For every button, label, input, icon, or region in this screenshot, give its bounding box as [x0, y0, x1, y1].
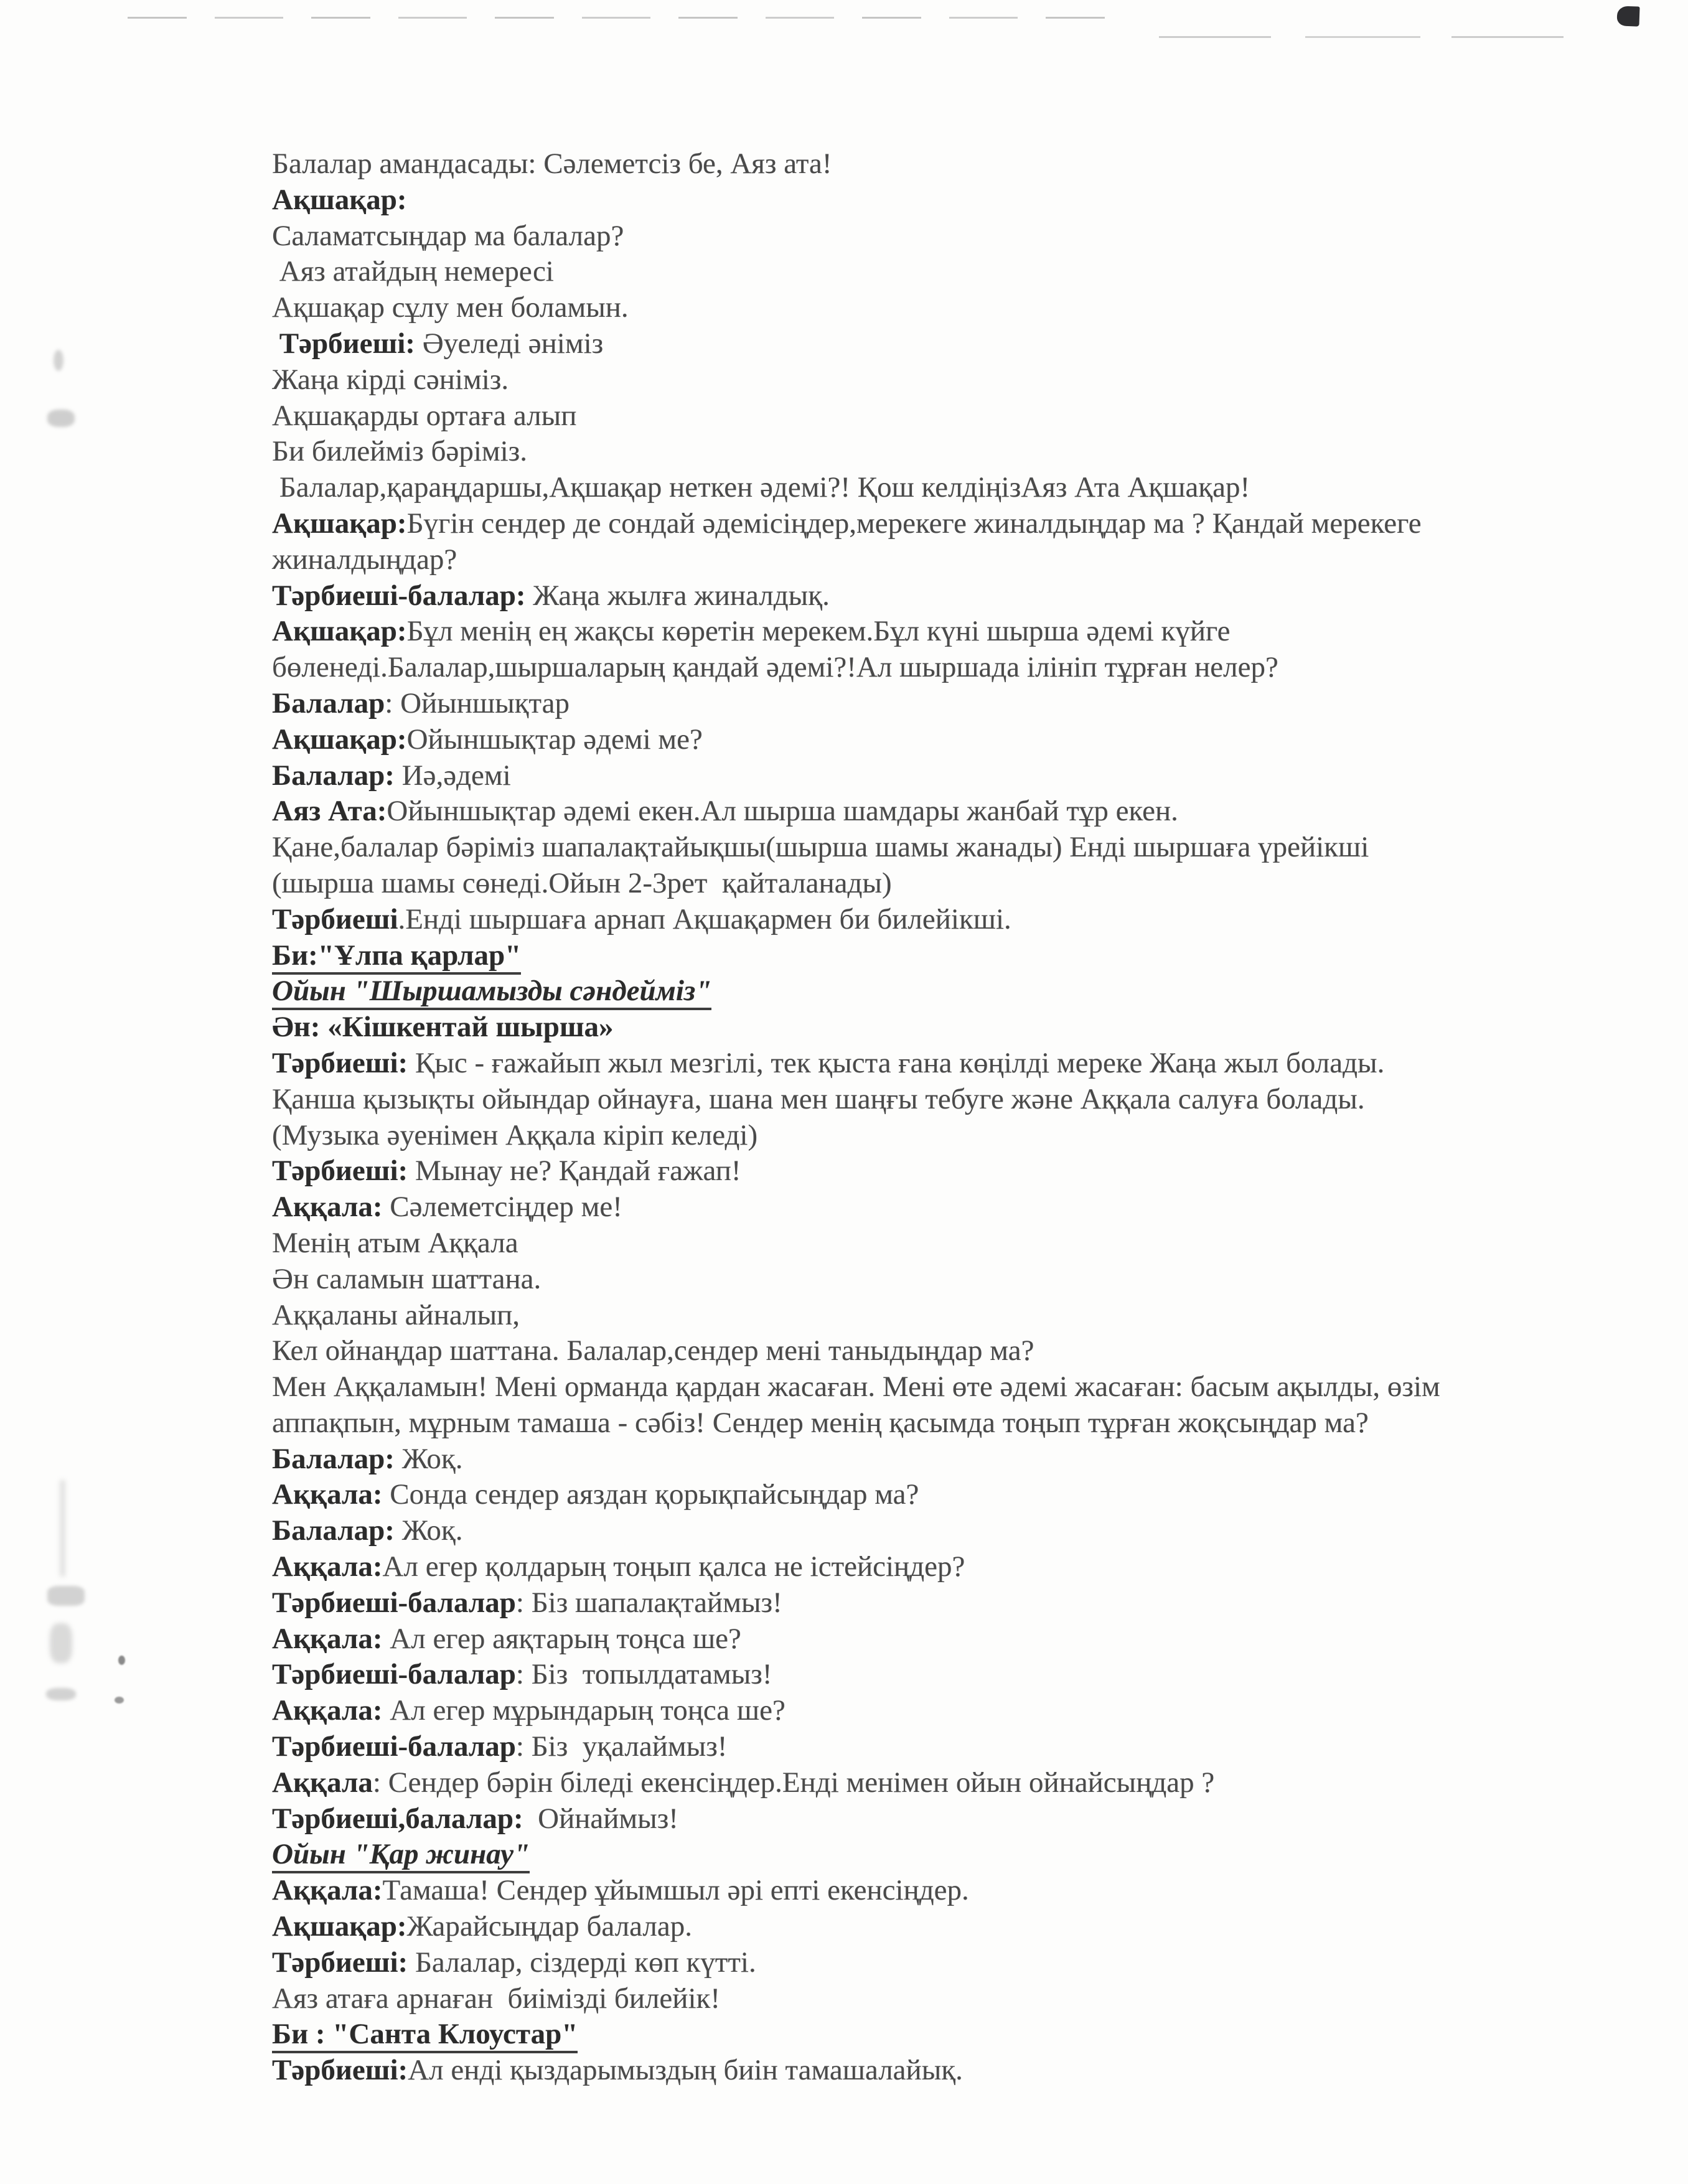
speaker-label: Тәрбиеші:: [272, 1155, 408, 1188]
dialogue-text: Кел ойнаңдар шаттана. Балалар,сендер мені таныдыңдар ма?: [272, 1334, 1034, 1367]
speaker-label: Тәрбиеші:: [272, 327, 415, 360]
text-line: [272, 1621, 1616, 1657]
text-line: [272, 1010, 1616, 1046]
margin-smudge: [115, 1697, 124, 1704]
dialogue-text: Ал егер аяқтарың тоңса ше?: [382, 1622, 741, 1655]
text-line: [272, 1046, 1616, 1082]
speaker-label: Тәрбиеші-балалар: [272, 1658, 516, 1691]
text-line: [272, 1369, 1616, 1405]
text-line: [272, 2053, 1616, 2089]
text-line: [272, 290, 1616, 326]
text-line: [272, 1801, 1616, 1837]
dialogue-text: Сонда сендер аяздан қорықпайсыңдар ма?: [382, 1478, 919, 1511]
speaker-label: Тәрбиеші,балалар:: [272, 1802, 523, 1835]
dialogue-text: Жаңа кірді сәніміз.: [272, 363, 509, 396]
speaker-label: Аққала:: [272, 1694, 383, 1727]
dialogue-text: Менің атым Аққала: [272, 1226, 518, 1259]
speaker-label: Балалар:: [272, 759, 395, 792]
text-line: [272, 1298, 1616, 1334]
text-line: [272, 1262, 1616, 1298]
dialogue-text: Жоқ.: [394, 1442, 463, 1475]
text-line: [272, 1226, 1616, 1262]
dialogue-text: Балалар амандасады: Сәлеметсіз бе, Аяз ата!: [272, 148, 832, 180]
text-line: [272, 326, 1616, 362]
margin-smudge: [118, 1656, 125, 1665]
dialogue-text: : Біз шапалақтаймыз!: [515, 1586, 782, 1619]
text-line: [272, 470, 1616, 506]
speaker-label: Тәрбиеші: [272, 902, 398, 935]
speaker-label: Тәрбиеші:: [272, 1046, 408, 1079]
text-line: [272, 254, 1616, 290]
text-line: [272, 1082, 1616, 1118]
dialogue-text: Қыс - ғажайып жыл мезгілі, тек қыста ғана көңілді мереке Жаңа жыл болады.: [408, 1046, 1385, 1079]
text-line: [272, 1405, 1616, 1441]
text-line: [272, 1153, 1616, 1189]
speaker-label: Ақшақар:: [272, 723, 407, 756]
text-line: [272, 1657, 1616, 1693]
text-line: [272, 578, 1616, 614]
text-line: [272, 973, 1616, 1010]
speaker-label: Ән: «Кішкентай шырша»: [272, 1011, 614, 1044]
dialogue-text: Сәлеметсіңдер ме!: [382, 1191, 622, 1224]
speaker-label: Тәрбиеші-балалар: [272, 1730, 516, 1763]
text-line: [272, 2017, 1616, 2053]
speaker-label: Тәрбиеші:: [272, 1946, 408, 1979]
text-line: [272, 146, 1616, 182]
speaker-label: Аққала:: [272, 1478, 383, 1511]
dialogue-text: Ал енді қыздарымыздың биін тамашалайық.: [408, 2054, 963, 2087]
text-line: [272, 722, 1616, 758]
dialogue-text: Саламатсыңдар ма балалар?: [272, 219, 624, 252]
dialogue-text: Ал егер қолдарың тоңып қалса не істейсіңдер?: [382, 1550, 965, 1583]
text-line: [272, 650, 1616, 686]
text-line: [272, 218, 1616, 255]
text-line: [272, 758, 1616, 794]
dialogue-text: : Біз топылдатамыз!: [515, 1658, 772, 1691]
text-line: [272, 434, 1616, 470]
text-line: [272, 1477, 1616, 1513]
text-line: [272, 938, 1616, 974]
dialogue-text: Би билейміз бәріміз.: [272, 435, 527, 468]
text-line: [272, 830, 1616, 866]
dialogue-text: .Енді шыршаға арнап Ақшақармен би билейікші.: [398, 902, 1011, 935]
dialogue-text: Мен Аққаламын! Мені орманда қардан жасаған. Мені өте әдемі жасаған: басым ақылды, өзім: [272, 1371, 1440, 1404]
text-line: [272, 542, 1616, 578]
speaker-label: Тәрбиеші:: [272, 2054, 408, 2087]
section-title: Би : "Санта Клоустар": [272, 2018, 578, 2053]
section-title: Ойын "Шыршамызды сәндейміз": [272, 975, 711, 1010]
dialogue-text: Бұл менің ең жақсы көретін мерекем.Бұл күні шырша әдемі күйге: [406, 615, 1231, 648]
margin-smudge: [60, 1480, 65, 1577]
dialogue-text: Аққаланы айналып,: [272, 1298, 520, 1331]
speaker-label: Аққала:: [272, 1191, 383, 1224]
dialogue-text: Әуеледі әніміз: [415, 327, 604, 360]
dialogue-text: Ал егер мұрындарың тоңса ше?: [382, 1694, 785, 1727]
text-line: [272, 1585, 1616, 1621]
dialogue-text: Тамаша! Сендер ұйымшыл әрі епті екенсіңдер.: [382, 1874, 969, 1907]
text-line: [272, 1441, 1616, 1478]
speaker-label: Ақшақар:: [272, 183, 407, 216]
speaker-label: Балалар: [272, 687, 385, 719]
text-line: [272, 614, 1616, 650]
dialogue-text: Жарайсыңдар балалар.: [406, 1910, 692, 1943]
text-line: [272, 794, 1616, 830]
dialogue-text: (Музыка әуенімен Аққала кіріп келеді): [272, 1118, 758, 1151]
dialogue-text: Қане,балалар бәріміз шапалақтайықшы(шырша шамы жанады) Енді шыршаға үрейікші: [272, 831, 1369, 864]
text-line: [272, 902, 1616, 938]
speaker-label: Ақшақар:: [272, 615, 407, 648]
speaker-label: Балалар:: [272, 1514, 395, 1547]
text-line: [272, 1981, 1616, 2017]
dialogue-text: Жаңа жылға жиналдық.: [525, 579, 830, 612]
text-line: [272, 686, 1616, 722]
text-line: [272, 398, 1616, 434]
dialogue-text: Ән саламын шаттана.: [272, 1262, 542, 1295]
dialogue-text: Ойыншықтар әдемі ме?: [406, 723, 703, 756]
speaker-label: Аққала:: [272, 1622, 383, 1655]
speaker-label: Аққала:: [272, 1874, 383, 1907]
dialogue-text: Аяз атайдың немересі: [272, 255, 554, 288]
dialogue-text: : Ойыншықтар: [385, 687, 570, 719]
dialogue-text: Ақшақар сұлу мен боламын.: [272, 291, 629, 324]
text-line: [272, 506, 1616, 542]
dialogue-text: жиналдыңдар?: [272, 543, 457, 576]
dialogue-text: (шырша шамы сөнеді.Ойын 2-3рет қайталанады): [272, 866, 892, 899]
speaker-label: Аққала: [272, 1766, 373, 1799]
dialogue-text: Мынау не? Қандай ғажап!: [408, 1155, 741, 1188]
dialogue-text: Ақшақарды ортаға алып: [272, 399, 577, 432]
margin-smudge: [47, 1586, 85, 1606]
speaker-label: Аяз Ата:: [272, 795, 387, 828]
text-line: [272, 1873, 1616, 1909]
text-line: [272, 1118, 1616, 1154]
text-line: [272, 1729, 1616, 1765]
text-line: [272, 1549, 1616, 1585]
dialogue-text: аппақпын, мұрным тамаша - сәбіз! Сендер менің қасымда тоңып тұрған жоқсыңдар ма?: [272, 1406, 1369, 1439]
dialogue-text: : Біз уқалаймыз!: [515, 1730, 728, 1763]
dialogue-text: Жоқ.: [394, 1514, 463, 1547]
text-line: [272, 1513, 1616, 1549]
speaker-label: Тәрбиеші-балалар: [272, 1586, 516, 1619]
text-line: [272, 1333, 1616, 1369]
text-line: [272, 1909, 1616, 1945]
scan-line-artifact: [1159, 36, 1564, 38]
section-title: Би:"Ұлпа қарлар": [272, 939, 521, 975]
margin-smudge: [50, 1623, 72, 1663]
margin-smudge: [47, 410, 75, 427]
dialogue-text: Аяз атаға арнаған биімізді билейік!: [272, 1982, 720, 2015]
speaker-label: Балалар:: [272, 1442, 395, 1475]
dialogue-text: бөленеді.Балалар,шыршаларың қандай әдемі?!Ал шыршада ілініп тұрған нелер?: [272, 651, 1278, 684]
margin-smudge: [54, 350, 63, 371]
dialogue-text: Ойнаймыз!: [523, 1802, 678, 1835]
dialogue-text: Балалар,қараңдаршы,Ақшақар неткен әдемі?! Қош келдіңізАяз Ата Ақшақар!: [272, 471, 1250, 504]
section-title: Ойын "Қар жинау": [272, 1838, 530, 1873]
dialogue-text: Бүгін сендер де сондай әдемісіңдер,мерекеге жиналдыңдар ма ? Қандай мерекеге: [406, 507, 1422, 540]
text-line: [272, 1189, 1616, 1226]
text-line: [272, 182, 1616, 218]
speaker-label: Тәрбиеші-балалар:: [272, 579, 526, 612]
text-line: [272, 866, 1616, 902]
text-line: [272, 1693, 1616, 1729]
corner-ink-mark: [1616, 6, 1639, 26]
dialogue-text: Қанша қызықты ойындар ойнауға, шана мен шаңғы тебуге және Аққала салуға болады.: [272, 1082, 1365, 1115]
text-line: [272, 1837, 1616, 1873]
margin-smudge: [46, 1688, 76, 1700]
dialogue-text: Балалар, сіздерді көп күтті.: [408, 1946, 756, 1979]
dialogue-text: : Сендер бәрін біледі екенсіңдер.Енді менімен ойын ойнайсыңдар ?: [372, 1766, 1215, 1799]
speaker-label: Ақшақар:: [272, 507, 407, 540]
text-line: [272, 1945, 1616, 1981]
speaker-label: Ақшақар:: [272, 1910, 407, 1943]
speaker-label: Аққала:: [272, 1550, 383, 1583]
text-line: [272, 362, 1616, 398]
dialogue-text: Иә,әдемі: [394, 759, 511, 792]
dialogue-text: Ойыншықтар әдемі екен.Ал шырша шамдары жанбай тұр екен.: [387, 795, 1178, 828]
text-line: [272, 1765, 1616, 1801]
scan-line-artifact: [128, 17, 1117, 19]
document-text: [272, 146, 1616, 2089]
